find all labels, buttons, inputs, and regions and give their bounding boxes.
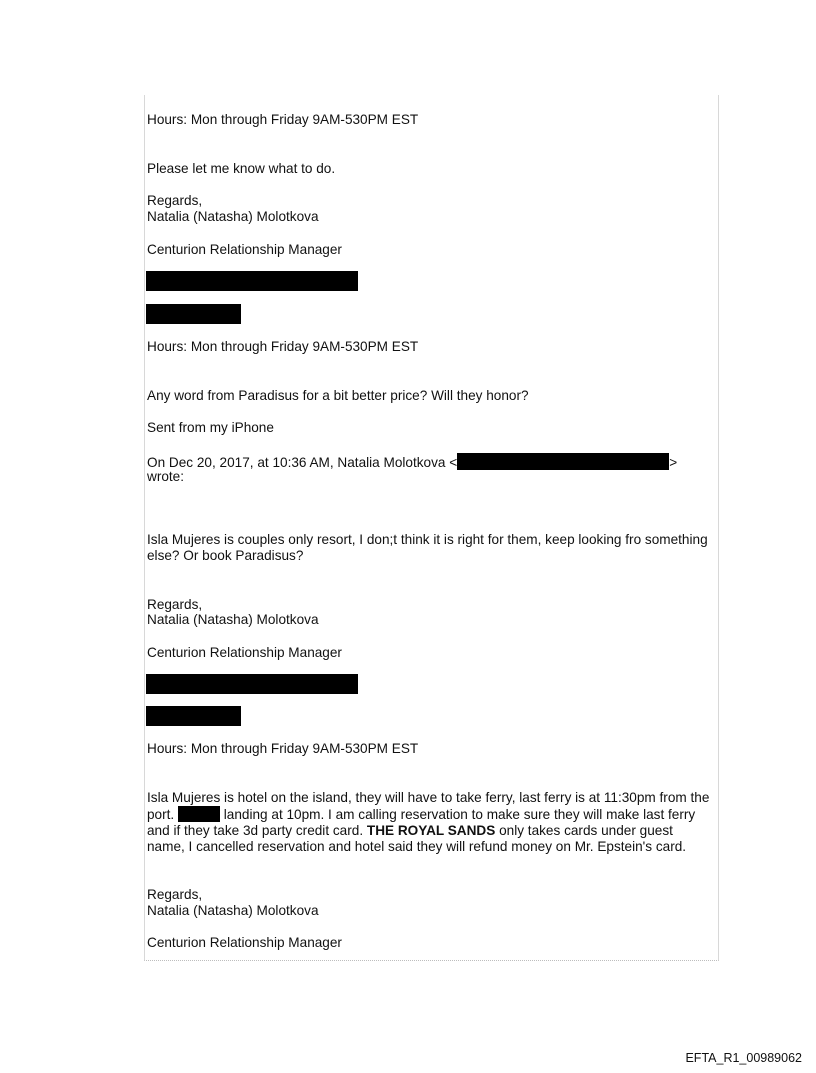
hours-line: Hours: Mon through Friday 9AM-530PM EST [147,339,419,354]
hotel-name: THE ROYAL SANDS [366,823,496,838]
regards-line: Regards, [147,597,203,612]
regards-line: Regards, [147,193,203,208]
sender-name: Natalia (Natasha) Molotkova [147,209,319,224]
sender-title: Centurion Relationship Manager [147,242,342,257]
sender-name: Natalia (Natasha) Molotkova [147,612,319,627]
hours-line: Hours: Mon through Friday 9AM-530PM EST [147,741,419,756]
redaction-block [457,453,669,470]
redaction-block [178,806,220,822]
quote-header-start: On Dec 20, 2017, at 10:36 AM, Natalia Molotkova < [147,455,458,470]
sender-name: Natalia (Natasha) Molotkova [147,903,319,918]
redaction-block [146,674,358,694]
sender-title: Centurion Relationship Manager [147,935,342,950]
bates-number: EFTA_R1_00989062 [685,1051,802,1065]
quote-header [147,453,677,471]
redaction-block [146,706,241,726]
reply-line: Any word from Paradisus for a bit better price? Will they honor? [147,388,529,403]
sender-title: Centurion Relationship Manager [147,645,342,660]
sent-from-line: Sent from my iPhone [147,420,274,435]
hours-line: Hours: Mon through Friday 9AM-530PM EST [147,112,419,127]
message-paragraph: Isla Mujeres is couples only resort, I don;t think it is right for them, keep looking fro something else? Or book Paradisus? [147,532,708,563]
regards-line: Regards, [147,887,203,902]
message-paragraph [147,790,712,855]
paragraph-part: landing at 10pm. I am calling reservation to make sure they will make last ferry and if they take 3d party credit card. [147,807,696,838]
redaction-block [146,304,241,324]
paragraph-part: only takes cards under guest name, I cancelled reservation and hotel said they will refund money on Mr. Epstein's card. [147,823,687,854]
quote-header-end: > [669,455,678,470]
quote-wrote: wrote: [147,469,185,484]
request-line: Please let me know what to do. [147,161,336,176]
paragraph-part: Isla Mujeres is hotel on the island, they will have to take ferry, last ferry is at 11:30pm from the port. [147,790,710,822]
redaction-block [146,271,358,291]
